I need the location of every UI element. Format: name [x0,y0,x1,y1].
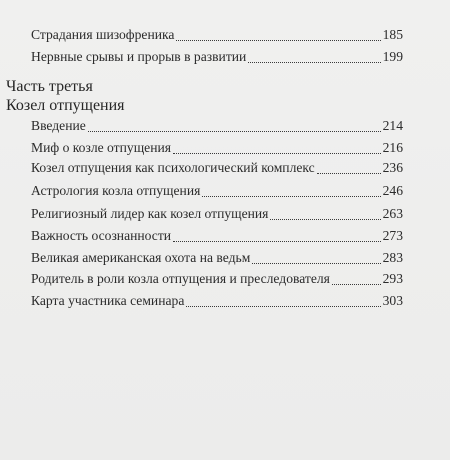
part-title: Козел отпущения [6,97,125,114]
leader-dots [173,153,381,154]
leader-dots [252,263,381,264]
toc-entry-title: Религиозный лидер как козел отпущения [31,206,269,221]
toc-entry-page: 216 [382,140,403,155]
toc-entry-title: Важность осознанности [31,228,172,243]
part-label: Часть третья [6,78,93,95]
toc-entry-page: 185 [382,27,403,42]
toc-entry-title: Родитель в роли козла отпущения и преследователя [31,271,330,286]
toc-entry [31,139,403,157]
leader-dots [176,40,381,41]
leader-dots [332,284,381,285]
leader-dots [248,62,381,63]
toc-entry-title: Нервные срывы и прорыв в развитии [31,49,247,64]
toc-entry-page: 214 [382,118,403,133]
toc-entry [31,205,403,223]
leader-dots [88,131,381,132]
toc-entry [31,249,403,267]
toc-entry [31,117,403,135]
toc-entry-page: 263 [382,206,403,221]
toc-entry-page: 273 [382,228,403,243]
toc-entry-title: Астрология козла отпущения [31,183,201,198]
leader-dots [202,196,381,197]
toc-entry-page: 246 [382,183,403,198]
toc-entry-page: 303 [382,293,403,308]
leader-dots [270,219,381,220]
toc-entry [31,270,403,288]
toc-entry [31,48,403,66]
toc-entry-title: Карта участника семинара [31,293,185,308]
toc-entry-title: Миф о козле отпущения [31,140,171,155]
toc-entry [31,227,403,245]
toc-entry-title: Великая американская охота на ведьм [31,250,251,265]
toc-entry-page: 199 [382,49,403,64]
toc-entry-title: Козел отпущения как психологический комплекс [31,160,315,175]
toc-entry-title: Страдания шизофреника [31,27,175,42]
toc-entry-title: Введение [31,118,86,133]
toc-entry-page: 283 [382,250,403,265]
toc-entry [31,26,403,44]
toc-entry-page: 293 [382,271,403,286]
leader-dots [173,241,381,242]
toc-entry [31,182,403,200]
leader-dots [317,173,381,174]
toc-entry [31,159,403,177]
toc-entry-page: 236 [382,160,403,175]
leader-dots [186,306,381,307]
toc-entry [31,292,403,310]
